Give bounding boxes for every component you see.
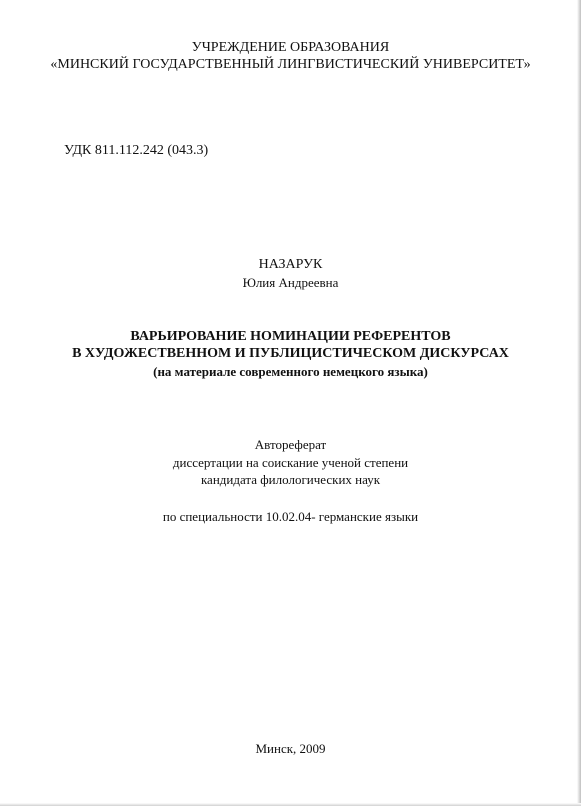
degree-line: диссертации на соискание ученой степени: [172, 455, 409, 470]
institution-line-2: «МИНСКИЙ ГОСУДАРСТВЕННЫЙ ЛИНГВИСТИЧЕСКИЙ УНИВЕРСИТЕТ»: [50, 57, 531, 72]
abstract-label: Автореферат: [254, 437, 327, 452]
page-edge-shadow: [577, 0, 581, 806]
udk-code: УДК 811.112.242 (043.3): [64, 143, 209, 158]
author-given-names: Юлия Андреевна: [242, 275, 339, 290]
place-year: Минск, 2009: [255, 741, 326, 756]
title-subtitle: (на материале современного немецкого языка): [153, 364, 428, 379]
title-line-1: ВАРЬИРОВАНИЕ НОМИНАЦИИ РЕФЕРЕНТОВ: [130, 329, 451, 344]
degree-field-line: кандидата филологических наук: [200, 472, 381, 487]
author-surname: НАЗАРУК: [258, 257, 323, 272]
institution-line-1: УЧРЕЖДЕНИЕ ОБРАЗОВАНИЯ: [191, 40, 390, 55]
specialty-line: по специальности 10.02.04- германские языки: [162, 509, 419, 524]
title-line-2: В ХУДОЖЕСТВЕННОМ И ПУБЛИЦИСТИЧЕСКОМ ДИСКУРСАХ: [72, 346, 509, 361]
